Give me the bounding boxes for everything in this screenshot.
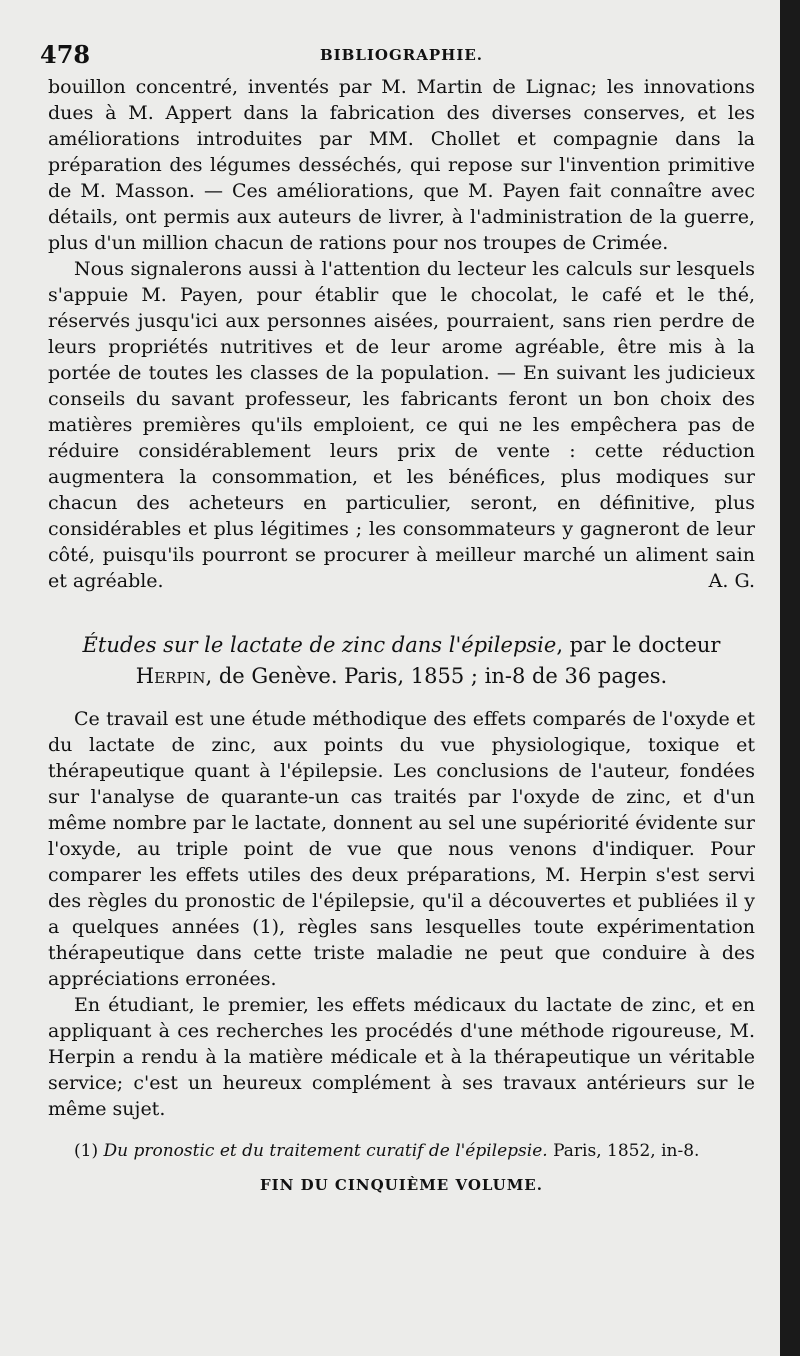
footnote (48, 1140, 755, 1162)
paragraph-chocolate-text: Nous signalerons aussi à l'attention du lecteur les calculs sur lesquels s'appuie M. Payen, pour établir que le chocolat, le café et le thé, réservés jusqu'ici aux personnes aisées, pourraient, sans rien perdre de leurs propriétés nutritives et de leur arome agréable, être mis à la portée de toutes les classes de la population. — En suivant les judicieux conseils du savant professeur, les fabricants feront un bon choix des matières premières qu'ils emploient, ce qui ne les empêchera pas de réduire considérablement leurs prix de vente : cette réduction augmentera la consommation, et les bénéfices, plus modiques sur chacun des acheteurs en particulier, seront, en définitive, plus considérables et plus légitimes ; les consommateurs y gagneront de leur côté, puisqu'ils pourront se procurer à meilleur marché un aliment sain et agréable. (48, 258, 755, 592)
review-paragraph-1: Ce travail est une étude méthodique des effets comparés de l'oxyde et du lactate de zinc, aux points du vue physiologique, toxique et thérapeutique quant à l'épilepsie. Les conclusions de l'auteur, fondées sur l'analyse de quarante-un cas traités par l'oxyde de zinc, et d'un même nombre par le lactate, donnent au sel une supériorité évidente sur l'oxyde, au triple point de vue que nous venons d'indiquer. Pour comparer les effets utiles des deux préparations, M. Herpin s'est servi des règles du pronostic de l'épilepsie, qu'il a découvertes et publiées il y a quelques années (1), règles sans lesquelles toute expérimentation thérapeutique dans cette triste maladie ne peut que conduire à des appréciations erronées. (48, 708, 755, 990)
footnote-marker: (1) (74, 1141, 99, 1161)
page-content (40, 40, 755, 1194)
review-details: , de Genève. Paris, 1855 ; in-8 de 36 pages. (205, 664, 668, 688)
footnote-rest: Paris, 1852, in-8. (553, 1141, 700, 1161)
footnote-title: Du pronostic et du traitement curatif de l'épilepsie. (103, 1141, 548, 1161)
review-paragraph-2: En étudiant, le premier, les effets médicaux du lactate de zinc, et en appliquant à ces recherches les procédés d'une méthode rigoureuse, M. Herpin a rendu à la matière médicale et à la thérapeutique un véritable service; c'est un heureux complément à ses travaux antérieurs sur le même sujet. (48, 994, 755, 1120)
signature: A. G. (708, 570, 755, 592)
review-title (48, 630, 755, 692)
review-title-rest: , par le docteur (556, 633, 721, 657)
paragraph-chocolate (48, 256, 755, 594)
paragraph-continued: bouillon concentré, inventés par M. Martin de Lignac; les innovations dues à M. Appert dans la fabrication des diverses conserves, et les améliorations introduites par MM. Chollet et compagnie dans la préparation des légumes desséchés, qui repose sur l'invention primitive de M. Masson. — Ces améliorations, que M. Payen fait connaître avec détails, ont permis aux auteurs de livrer, à l'administration de la guerre, plus d'un million chacun de rations pour nos troupes de Crimée. (48, 76, 755, 254)
page-header (40, 40, 755, 74)
review-book-title: Études sur le lactate de zinc dans l'épilepsie (82, 633, 557, 657)
page-number: 478 (40, 40, 91, 69)
review-author: Herpin (135, 664, 206, 688)
scan-edge (780, 0, 800, 1356)
running-head: BIBLIOGRAPHIE. (319, 46, 484, 64)
closing-line: FIN DU CINQUIÈME VOLUME. (260, 1176, 543, 1194)
